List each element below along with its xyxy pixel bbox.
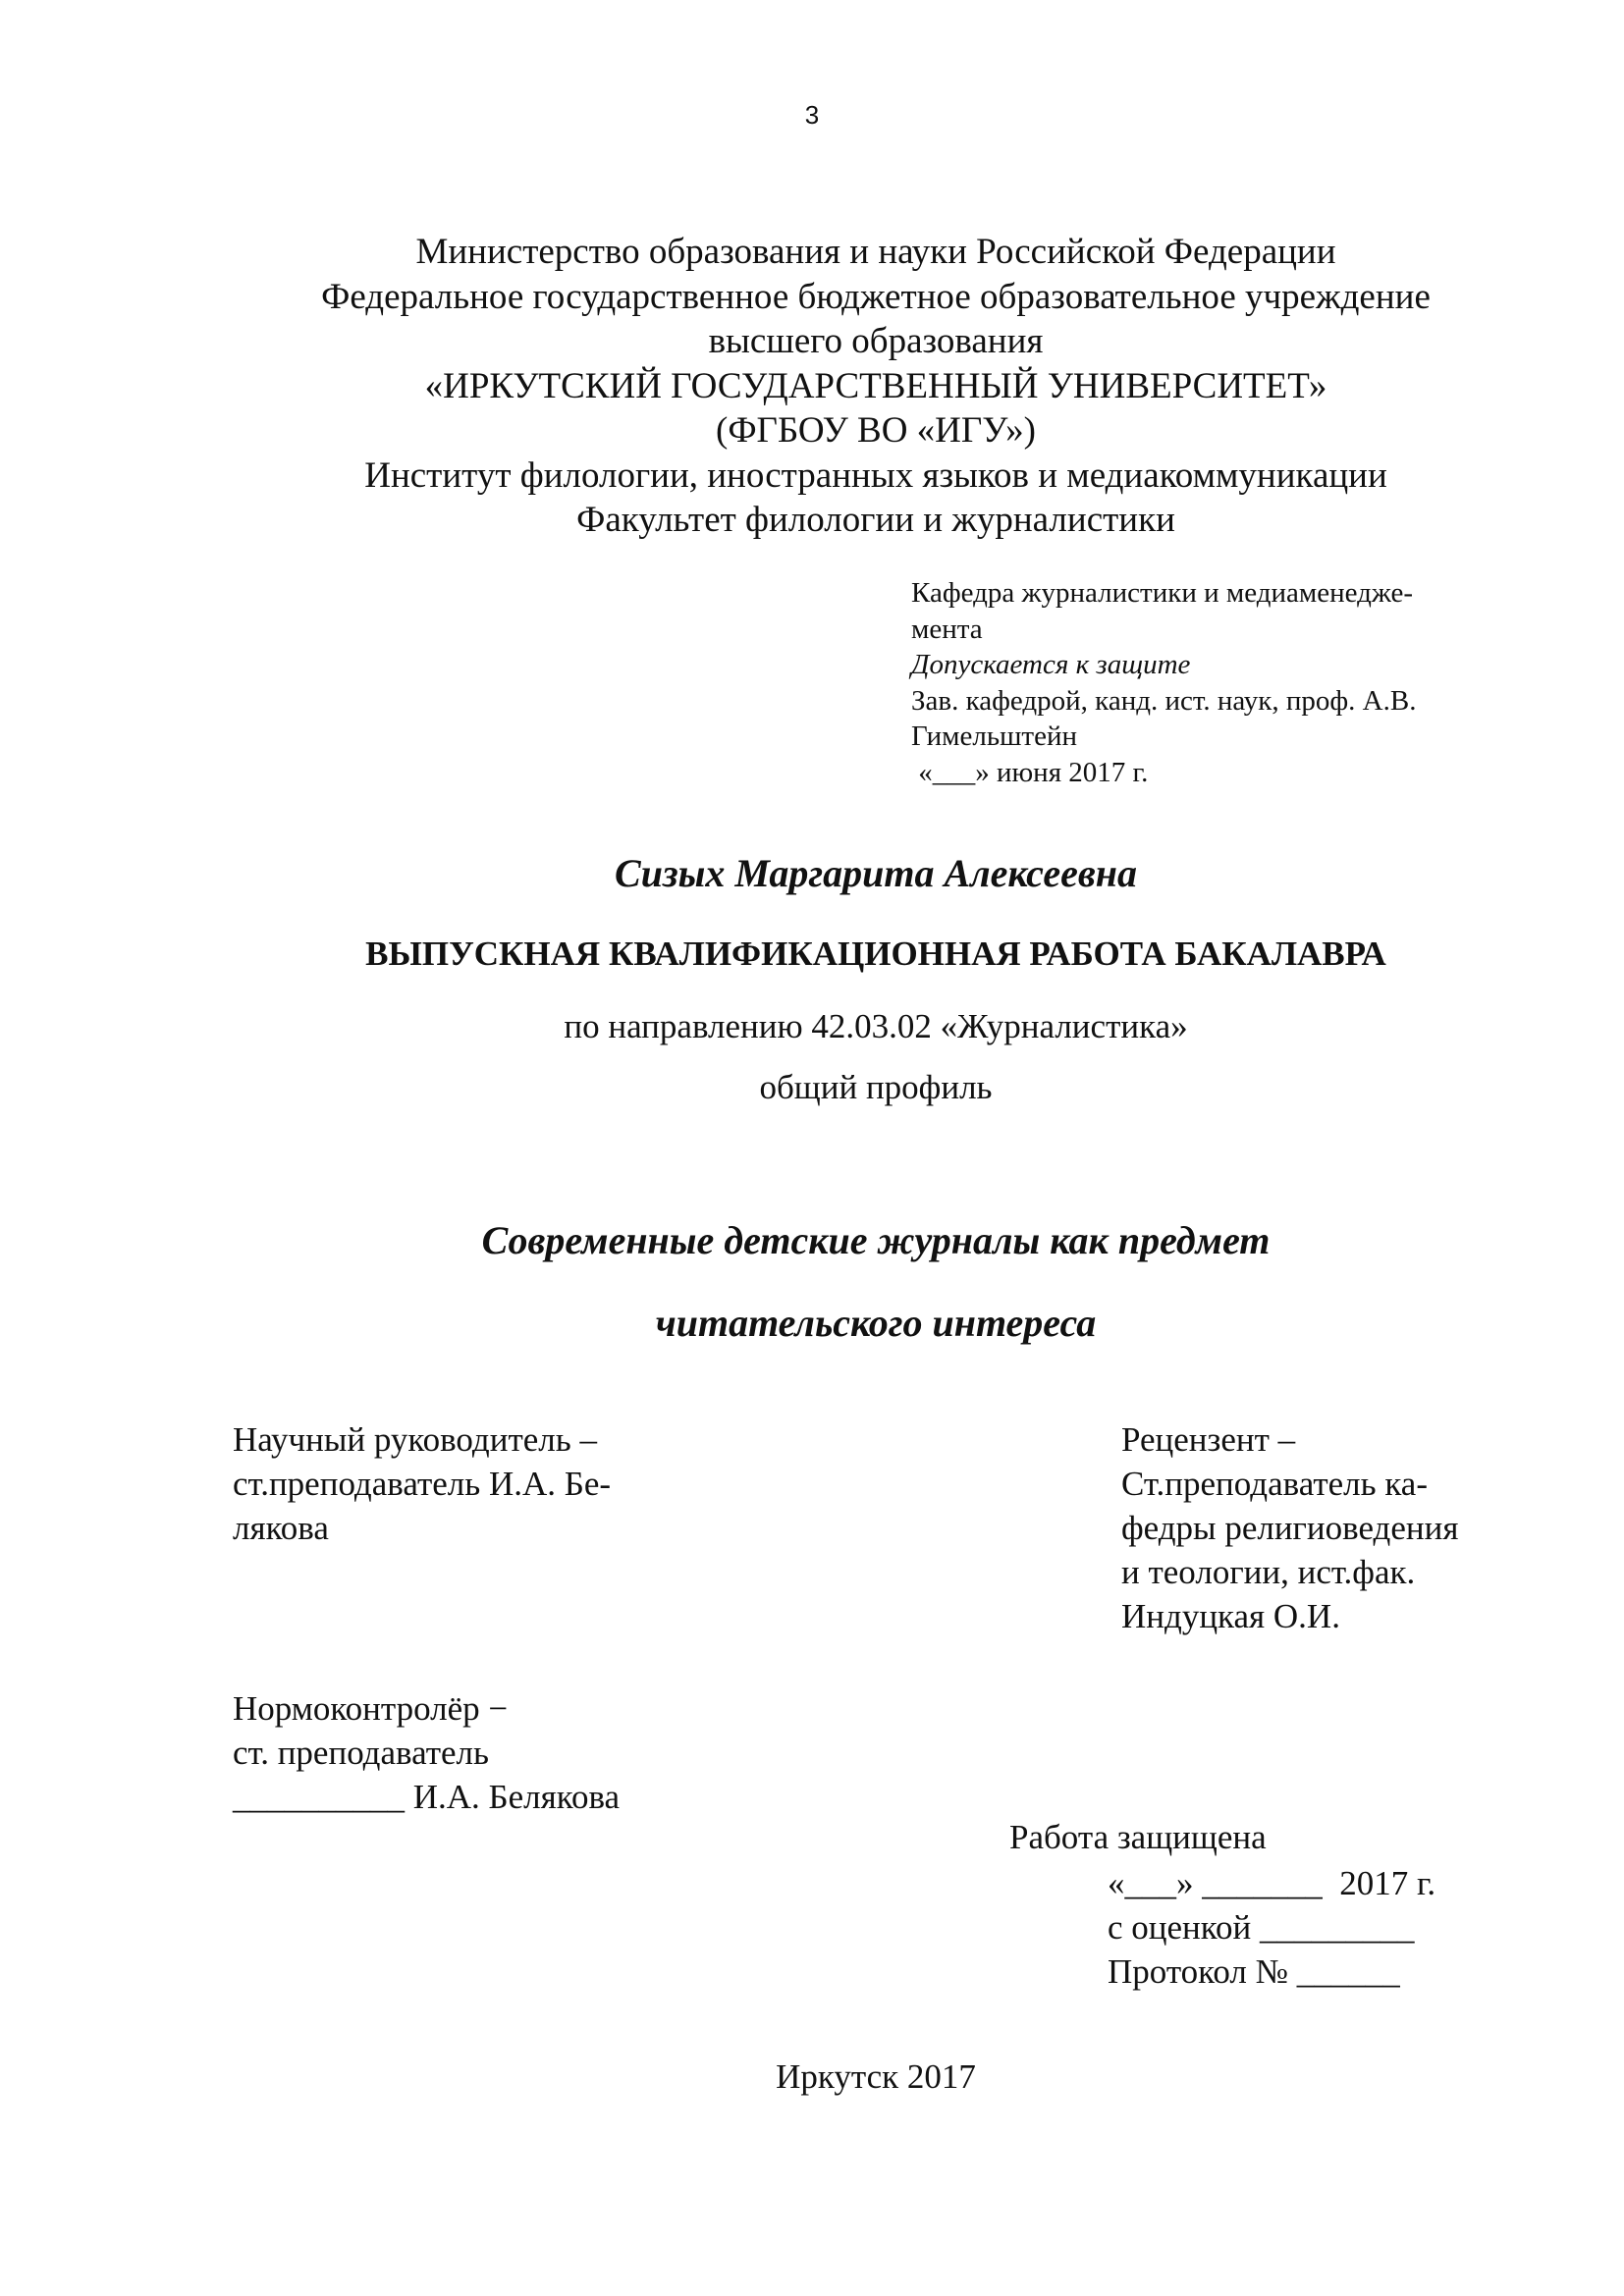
ministry-line: Министерство образования и науки Российской Федерации [415,232,1336,272]
normcontrol-position: ст. преподаватель [233,1734,489,1772]
page-number: 3 [804,100,820,130]
reviewer-position-line: Ст.преподаватель ка- [1121,1465,1428,1503]
reviewer-block [1121,1417,1458,1638]
author-name: Сизых Маргарита Алексеевна [615,851,1137,895]
department-line-continued: мента [911,613,983,645]
supervisor-label: Научный руководитель – [233,1420,597,1459]
faculty-line: Факультет филологии и журналистики [576,500,1175,540]
thesis-topic-line2: читательского интереса [655,1301,1097,1345]
reviewer-name: Индуцкая О.И. [1121,1597,1340,1635]
study-direction: по направлению 42.03.02 «Журналистика» [564,1007,1188,1045]
defense-protocol-line: Протокол № ______ [1108,1952,1400,1991]
thesis-topic [0,1200,1624,1364]
university-abbr-line: (ФГБОУ ВО «ИГУ») [716,410,1036,451]
reviewer-faculty-line: и теологии, ист.фак. [1121,1553,1416,1591]
approval-date: «___» июня 2017 г. [911,756,1149,788]
department-head-name: Гимельштейн [911,721,1078,752]
education-level-line: высшего образования [708,321,1044,361]
study-profile: общий профиль [759,1068,993,1106]
defense-title: Работа защищена [1009,1818,1267,1856]
normcontrol-block [233,1686,620,1819]
city-year: Иркутск 2017 [776,2057,976,2096]
supervisor-name-line: ст.преподаватель И.А. Бе- [233,1465,612,1503]
approval-block [911,575,1520,790]
institution-header [0,230,1624,543]
work-type-title: ВЫПУСКНАЯ КВАЛИФИКАЦИОННАЯ РАБОТА БАКАЛАВРА [365,934,1386,973]
defense-date-line: «___» _______ 2017 г. [1108,1864,1436,1902]
defense-grade-line: с оценкой _________ [1108,1908,1415,1947]
normcontrol-signature-line: __________ И.А. Белякова [233,1778,621,1816]
reviewer-label: Рецензент – [1121,1420,1296,1459]
department-line: Кафедра журналистики и медиаменедже- [911,577,1414,609]
department-head-line: Зав. кафедрой, канд. ист. наук, проф. А.В. [911,684,1417,717]
supervisor-name-continued: лякова [233,1509,329,1547]
admission-note: Допускается к защите [911,649,1191,680]
supervisor-block [233,1417,611,1550]
institution-type-line: Федеральное государственное бюджетное образовательное учреждение [321,276,1431,317]
institute-line: Институт филологии, иностранных языков и медиакоммуникации [364,454,1387,496]
normcontrol-label: Нормоконтролёр − [233,1689,509,1728]
defense-block [1108,1861,1435,1994]
reviewer-department-line: федры религиоведения [1121,1509,1459,1547]
thesis-topic-line1: Современные детские журналы как предмет [481,1218,1271,1262]
university-name-line: «ИРКУТСКИЙ ГОСУДАРСТВЕННЫЙ УНИВЕРСИТЕТ» [424,365,1327,406]
